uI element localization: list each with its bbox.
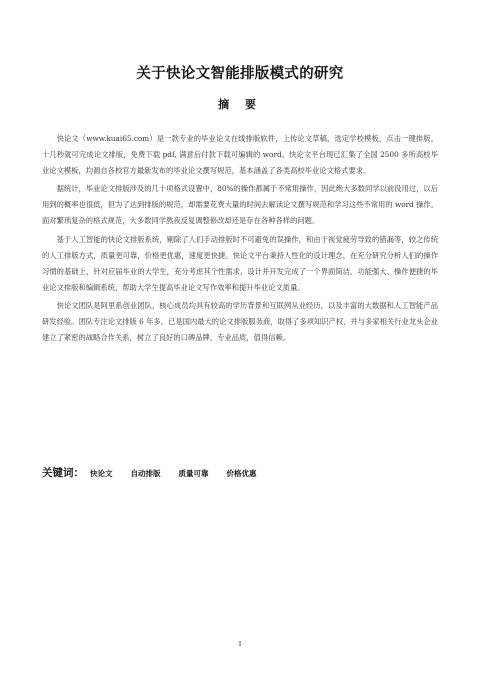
keyword-item: 快论文 (90, 469, 113, 478)
abstract-paragraph-4: 快论文团队是阿里系创业团队，核心成员均具有较高的学历背景和互联网从业经历，以及丰富的大数据和人工智能产品研发经验。团队专注论文排版 6 年多，已是国内最大的论文排版服务商，取得了多项知识产权，并与多家相关行业龙头企业建立了紧密的战略合作关系，树立了良好的口碑品牌，专业品质，值得信赖。 (42, 300, 439, 343)
abstract-paragraph-3: 基于人工智能的快论文排版系统，剔除了人们手动排版时不可避免的误操作，和由于视觉疲劳导致的错漏等，较之传统的人工排版方式，质量更可靠，价格更优惠，速度更快捷。快论文平台秉持人性化的设计理念，在充分研究分析人们的操作习惯的基础上，针对应届毕业的大学生，充分考虑其个性需求，设计并开发完成了一个界面简洁、功能强大、操作便捷的毕业论文排版和编辑系统，帮助大学生提高毕业论文写作效率和提升毕业论文质量。 (42, 234, 438, 292)
paper-title: 关于快论文智能排版模式的研究 (136, 66, 344, 82)
keyword-item: 价格优惠 (226, 469, 257, 478)
abstract-body (42, 131, 438, 348)
abstract-heading: 摘 要 (218, 98, 262, 111)
keyword-item: 质量可靠 (178, 469, 209, 478)
keywords-line (42, 465, 438, 480)
keywords-label: 关键词： (42, 467, 84, 479)
abstract-paragraph-2: 据统计，毕业论文排版涉及的几十项格式设置中，80%的操作都属于不常用操作，因此绝大多数同学以前没用过，以后用到的概率也很低，但为了达到排版的规范，却需要花费大量的时间去解读论文撰写规范和学习这些不常用的 word 操作。面对繁琐复杂的格式规范，大多数同学熬夜反复调整修改却还是存在各种各样的问题。 (42, 184, 438, 226)
keyword-item: 自动排版 (130, 469, 161, 478)
abstract-paragraph-1: 快论文（www.kuai65.com）是一款专业的毕业论文在线排版软件，上传论文草稿，选定学校模板，点击一键排版，十几秒就可完成论文排版，免费下载 pdf, 满意后付款下载可编辑的 word。快论文平台现已汇集了全国 2500 多所高校毕业论文模板，均源自各校官方最新发布的毕业论文撰写规范，基本涵盖了各类高校毕业论文格式要求。 (42, 134, 438, 176)
page-number: I (238, 640, 242, 648)
